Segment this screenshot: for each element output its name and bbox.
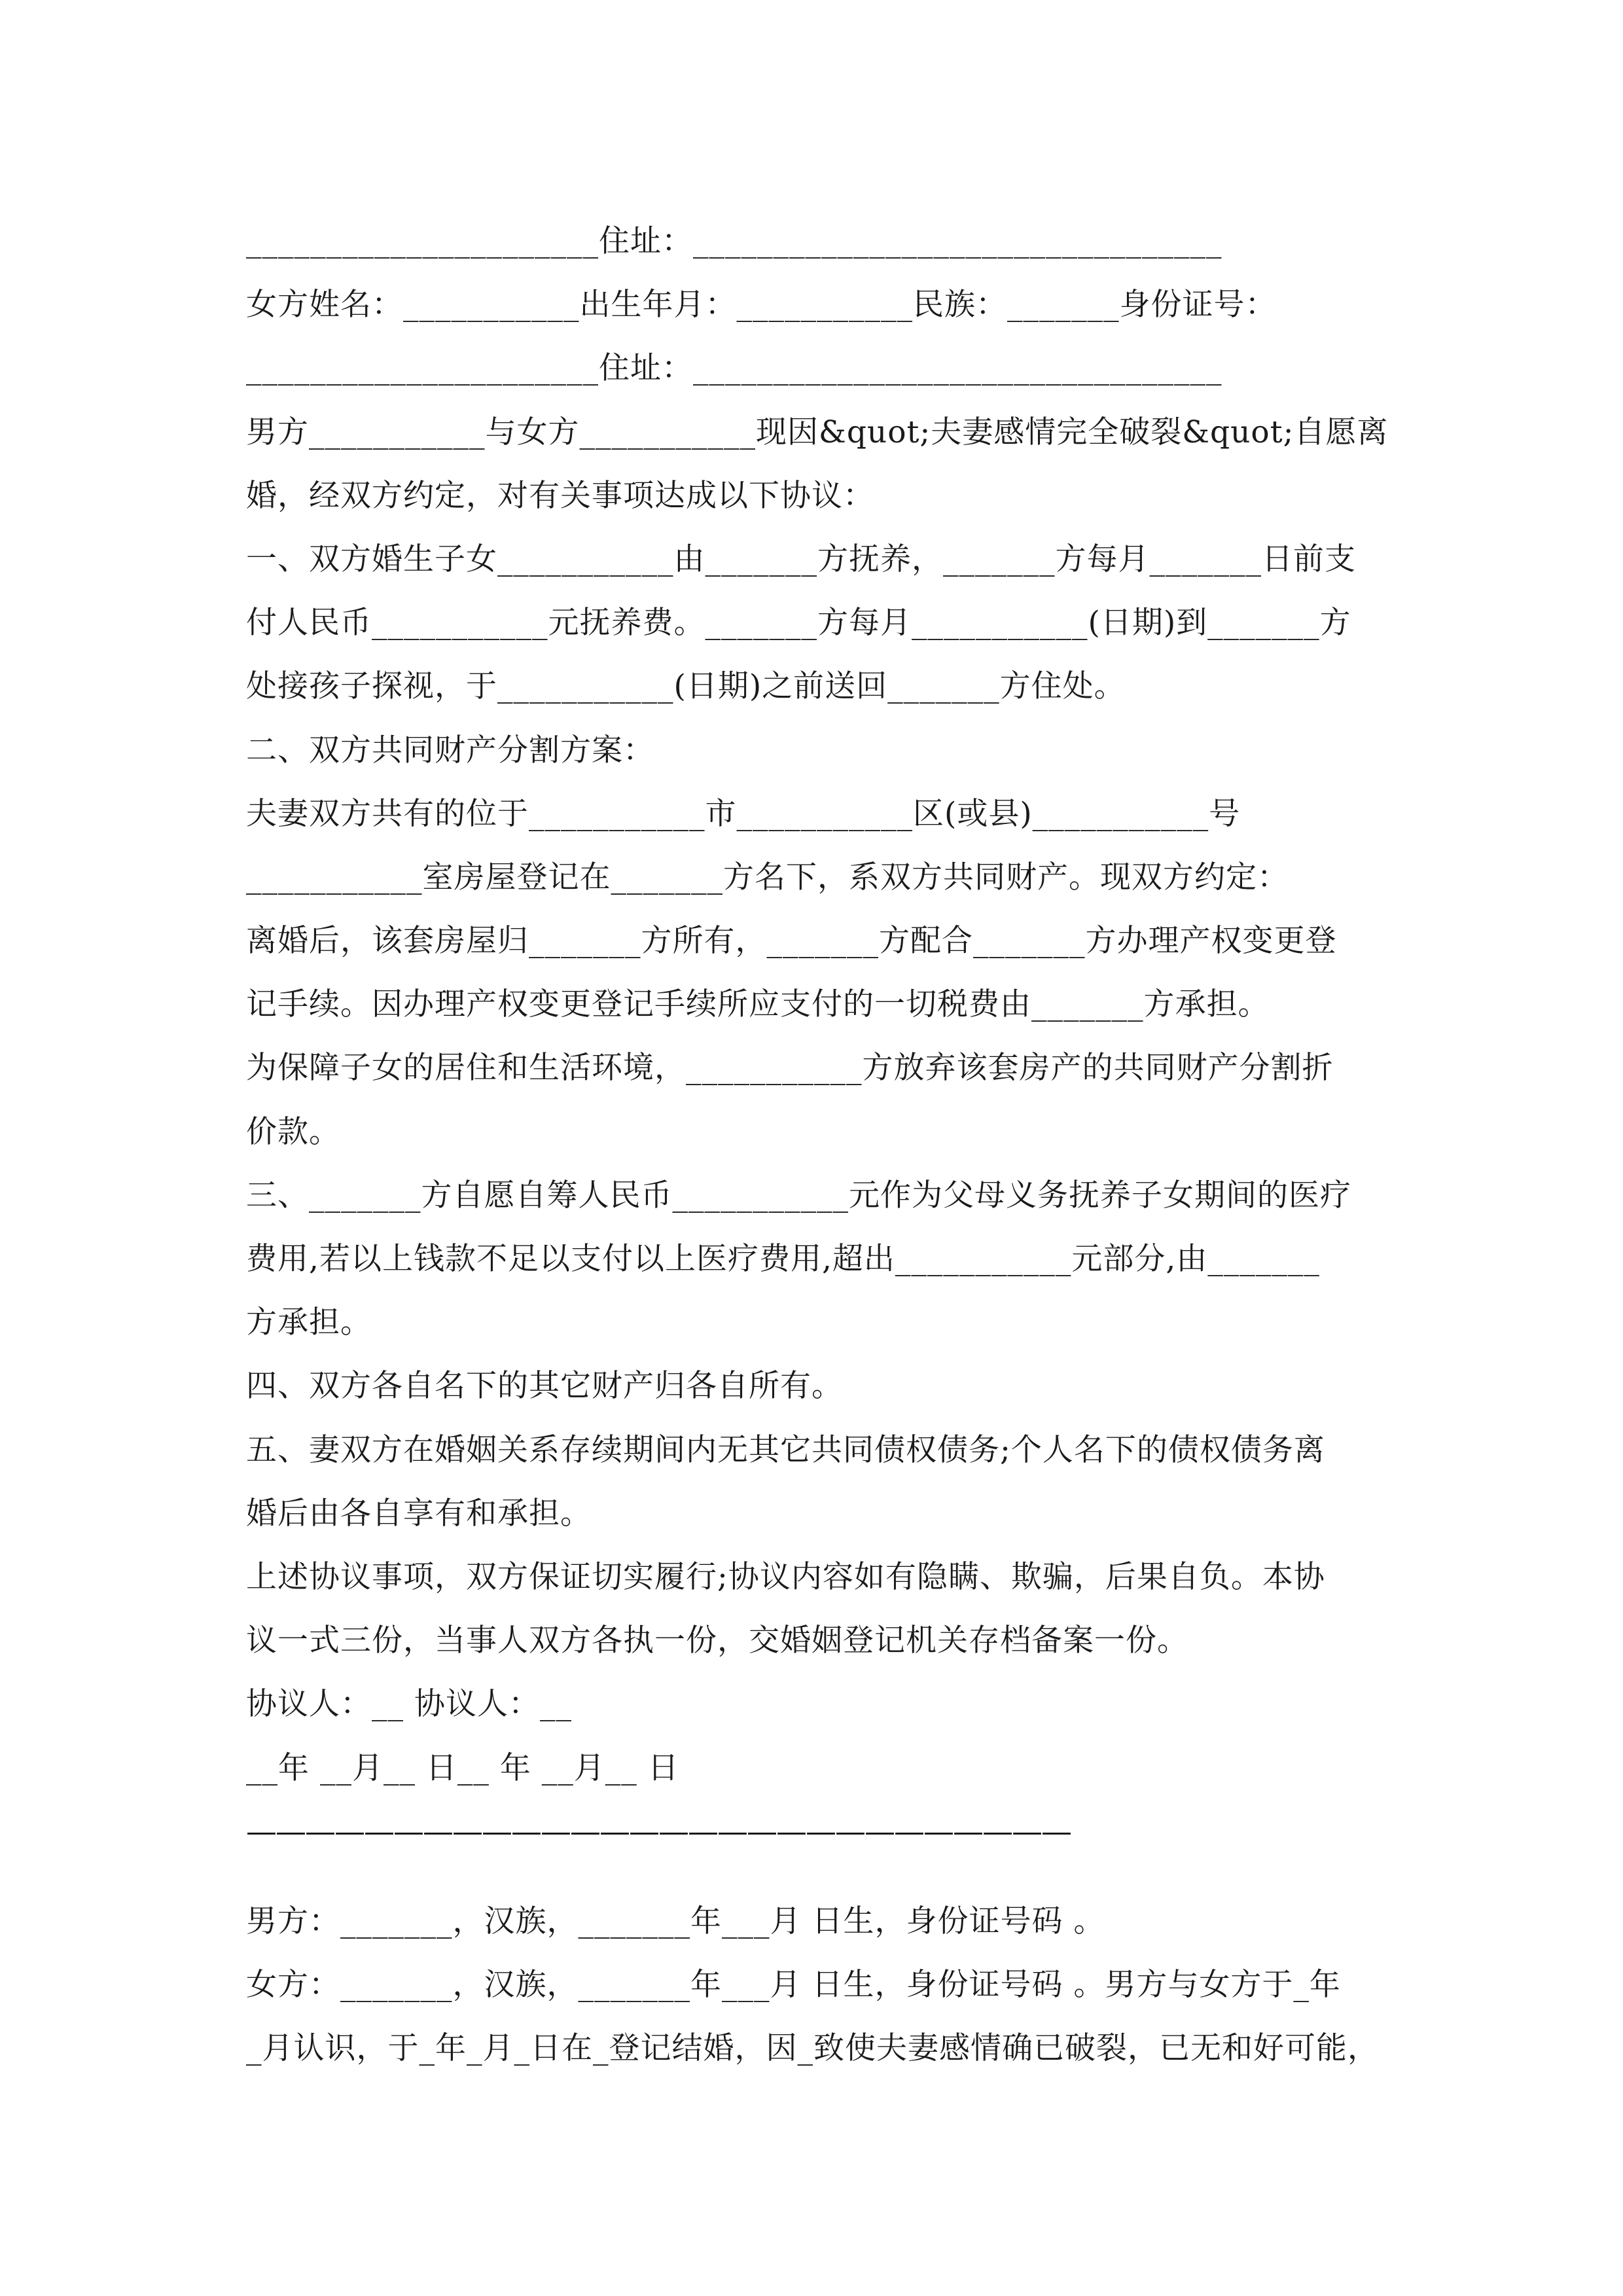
text-line: 付人民币___________元抚养费。_______方每月___________(日期)到_______方 <box>246 605 1351 641</box>
text-line: 一、双方婚生子女___________由_______方抚养，_______方每月_______日前支 <box>246 541 1356 577</box>
text-line: 离婚后，该套房屋归_______方所有，_______方配合_______方办理产权变更登 <box>246 923 1337 960</box>
text-line: 议一式三份，当事人双方各执一份，交婚姻登记机关存档备案一份。 <box>246 1623 1188 1659</box>
text-line: 价款。 <box>246 1113 340 1150</box>
text-line: 为保障子女的居住和生活环境，___________方放弃该套房产的共同财产分割折 <box>246 1050 1334 1086</box>
text-line: 四、双方各自名下的其它财产归各自所有。 <box>246 1368 843 1405</box>
text-line: 五、妻双方在婚姻关系存续期间内无其它共同债权债务;个人名下的债权债务离 <box>246 1431 1325 1468</box>
text-line: 费用,若以上钱款不足以支付以上医疗费用,超出___________元部分,由_______ <box>246 1241 1320 1277</box>
text-line: 三、_______方自愿自筹人民币___________元作为父母义务抚养子女期间的医疗 <box>246 1177 1351 1213</box>
date-line: __年 __月__ 日__ 年 __月__ 日 <box>246 1749 679 1786</box>
text-line: ______________________住址：_________________________________ <box>246 350 1222 387</box>
text-line: 婚后由各自享有和承担。 <box>246 1495 592 1532</box>
signature-line: 协议人：__ 协议人：__ <box>246 1686 572 1723</box>
text-line: 夫妻双方共有的位于___________市___________区(或县)___________号 <box>246 795 1241 832</box>
text-line: ___________室房屋登记在_______方名下，系双方共同财产。现双方约定： <box>246 859 1289 895</box>
text-line: 女方：_______，汉族，_______年___月 日生，身份证号码 。男方与女方于_年 <box>246 1967 1341 2003</box>
text-line: 女方姓名：___________出生年月：___________民族：_______身份证号： <box>246 287 1277 323</box>
text-line: 婚，经双方约定，对有关事项达成以下协议： <box>246 477 874 514</box>
text-line: 男方___________与女方___________现因&quot;夫妻感情完全破裂&quot;自愿离 <box>246 414 1389 450</box>
text-line: 二、双方共同财产分割方案： <box>246 732 654 768</box>
text-line: 上述协议事项，双方保证切实履行;协议内容如有隐瞒、欺骗，后果自负。本协 <box>246 1558 1325 1595</box>
section-divider: ———————————————————————————— <box>246 1813 1071 1850</box>
divider-spacing <box>246 1863 1385 1890</box>
text-line: 记手续。因办理产权变更登记手续所应支付的一切税费由_______方承担。 <box>246 986 1270 1023</box>
text-line: ______________________住址：_________________________________ <box>246 223 1222 259</box>
text-line: 方承担。 <box>246 1304 372 1341</box>
document-body <box>246 209 1389 2080</box>
text-line: 处接孩子探视，于___________(日期)之前送回_______方住处。 <box>246 668 1126 705</box>
text-line: 男方：_______，汉族，_______年___月 日生，身份证号码 。 <box>246 1903 1105 1939</box>
text-line: _月认识，于_年_月_日在_登记结婚，因_致使夫妻感情确已破裂，已无和好可能， <box>246 2030 1379 2067</box>
